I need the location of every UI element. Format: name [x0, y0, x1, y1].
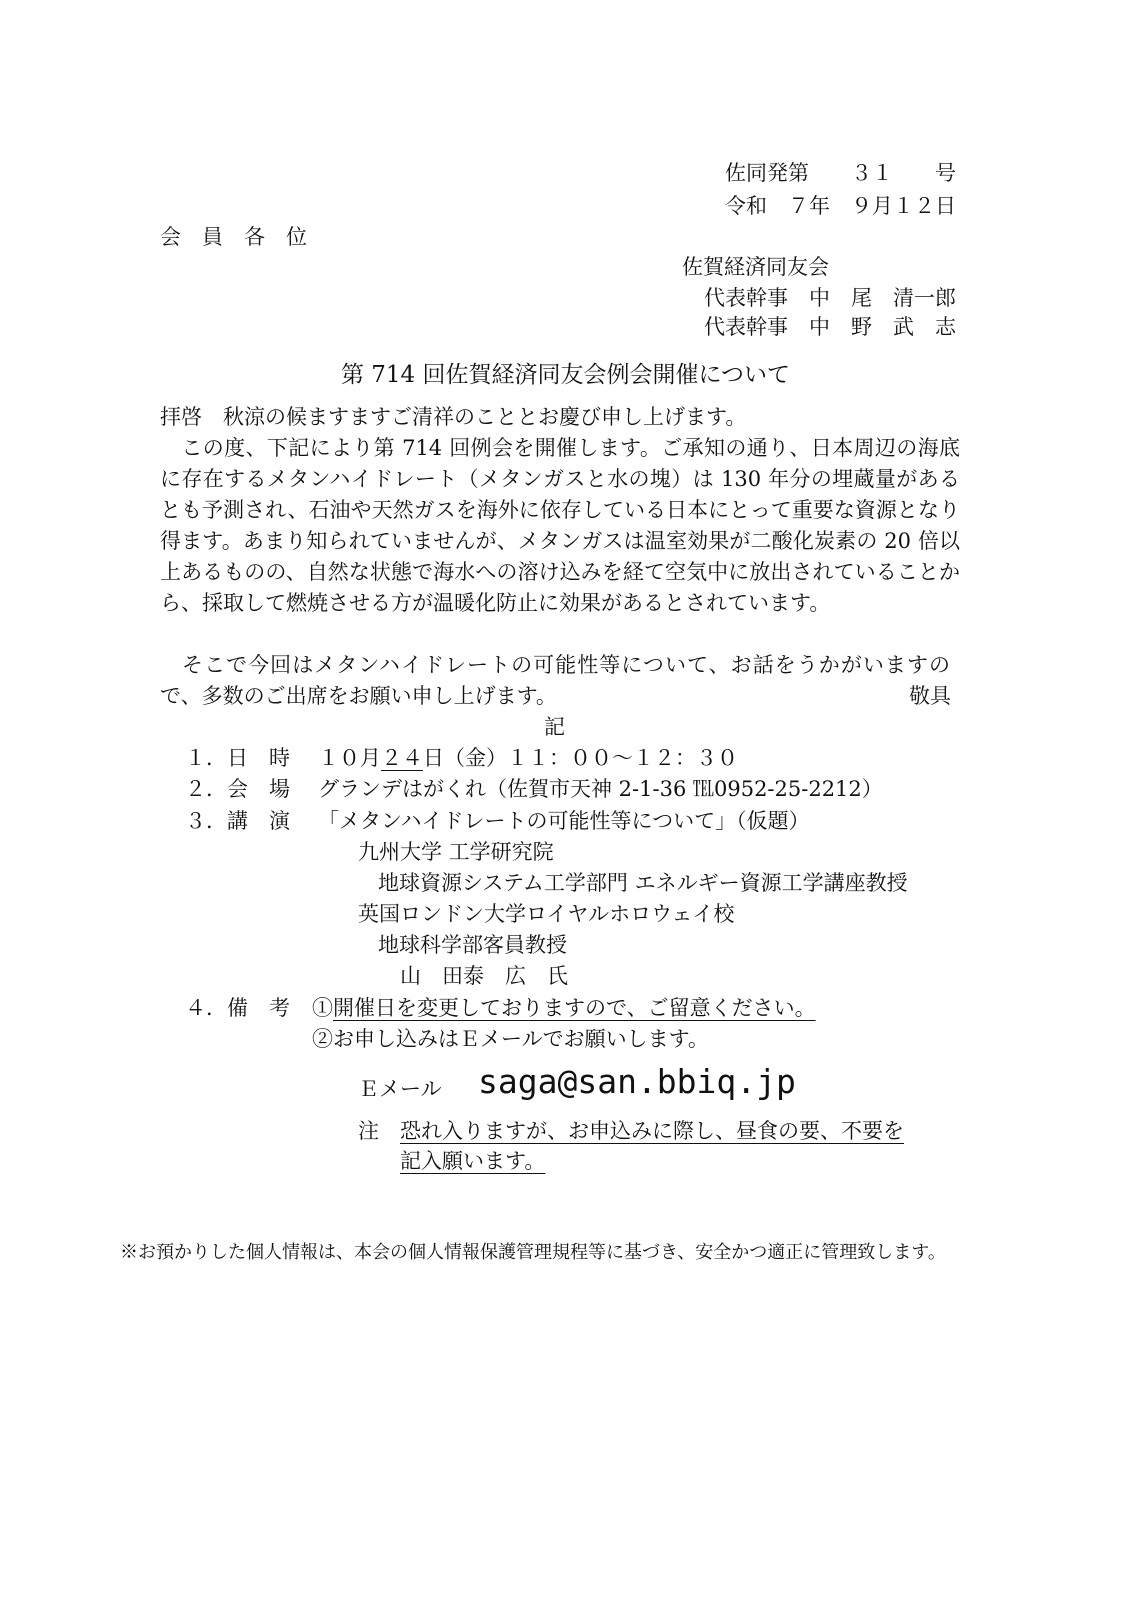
lecturer-affiliation-4: 地球科学部客員教授: [378, 933, 567, 957]
note-2: ②お申し込みはＥメールでお願いします。: [312, 1027, 709, 1051]
item-notes-label: ４．備 考: [185, 996, 290, 1020]
item-date-label: １．日 時: [185, 746, 290, 770]
email-address[interactable]: saga@san.bbiq.jp: [478, 1062, 796, 1101]
date-month: １０月: [318, 746, 381, 770]
organization-name: 佐賀経済同友会: [682, 255, 829, 279]
signer-2: 代表幹事 中 野 武 志: [704, 315, 956, 339]
ki-heading: 記: [544, 715, 565, 739]
lecturer-affiliation-3: 英国ロンドン大学ロイヤルホロウェイ校: [358, 902, 735, 926]
document-title: 第 714 回佐賀経済同友会例会開催について: [340, 362, 791, 388]
document-number: 佐同発第 ３１ 号: [725, 161, 956, 185]
item-lecture-title: 「メタンハイドレートの可能性等について」（仮題）: [318, 809, 810, 833]
lecturer-affiliation-1: 九州大学 工学研究院: [358, 840, 554, 864]
note-label: 注: [358, 1119, 379, 1143]
item-date-value: [318, 743, 738, 773]
item-lecture-label: ３．講 演: [185, 809, 290, 833]
lecturer-name: 山 田泰 広 氏: [400, 964, 568, 988]
body-paragraph-1: この度、下記により第 714 回例会を開催します。ご承知の通り、日本周辺の海底に存在するメタンハイドレート（メタンガスと水の塊）は 130 年分の埋蔵量があるとも予測され、石油や天然ガスを海外に依存している日本にとって重要な資源となり得ます。あまり知られていませんが、メタンガスは温室効果が二酸化炭素の 20 倍以上あるものの、自然な状態で海水への溶け込みを経て空気中に放出されていることから、採取して燃焼させる方が温暖化防止に効果があるとされています。: [160, 436, 960, 615]
date-day: ２４: [381, 746, 423, 770]
privacy-footer: ※お預かりした個人情報は、本会の個人情報保護管理規程等に基づき、安全かつ適正に管理致します。: [120, 1242, 946, 1263]
date-time: 日（金）１１：００～１２：３０: [423, 746, 738, 770]
email-label: Ｅメール: [358, 1077, 442, 1101]
closing: 敬具: [909, 684, 951, 708]
signer-1: 代表幹事 中 尾 清一郎: [704, 286, 956, 310]
lecturer-affiliation-2: 地球資源システム工学部門 エネルギー資源工学講座教授: [378, 871, 908, 895]
issue-date: 令和 ７年 ９月１２日: [725, 194, 956, 218]
greeting: 拝啓 秋涼の候ますますご清祥のこととお慶び申し上げます。: [160, 405, 747, 429]
note-1-mark: ①: [312, 996, 333, 1020]
note-1-text: 開催日を変更しておりますので、ご留意ください。: [333, 996, 816, 1020]
note-line-1: 恐れ入りますが、お申込みに際し、昼食の要、不要を: [400, 1119, 904, 1143]
addressee: 会 員 各 位: [160, 225, 307, 249]
body-paragraph-2: そこで今回はメタンハイドレートの可能性等について、お話をうかがいますので、多数のご出席をお願い申し上げます。: [160, 653, 950, 708]
note-line-2: 記入願います。: [400, 1149, 546, 1173]
item-venue-value: グランデはがくれ（佐賀市天神 2-1-36 ℡0952-25-2212）: [318, 777, 883, 801]
note-1: [312, 993, 816, 1023]
item-venue-label: ２．会 場: [185, 777, 290, 801]
